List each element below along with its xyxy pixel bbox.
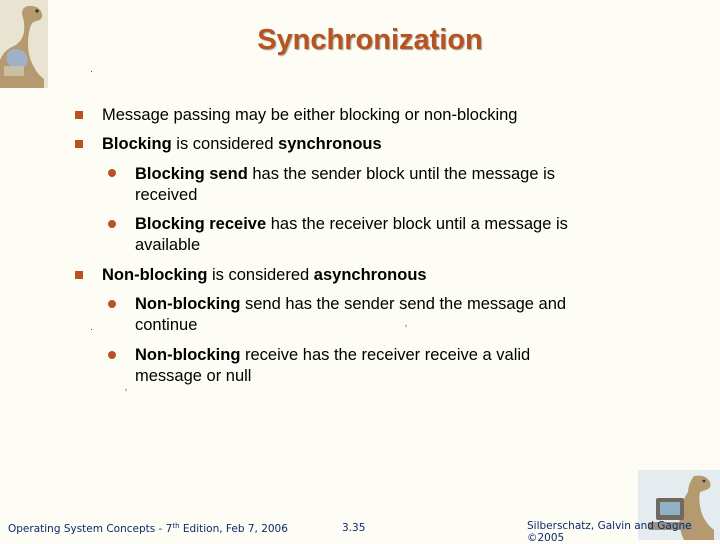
bullet-text: is considered [171,135,279,153]
footer-book-info [8,522,288,535]
round-bullet-icon [108,220,116,228]
bullet-text: has the sender block until the message is [247,165,556,183]
speck-mark: · [90,66,93,76]
bullet-text: receive has the receiver receive a valid [240,346,531,364]
bullet-text: send has the sender send the message and [240,295,567,313]
footer-text: Operating System Concepts - 7 [8,523,173,535]
bold-term: Non-blocking [102,266,208,284]
dinosaur-logo-icon [0,0,48,88]
round-bullet-icon [108,351,116,359]
bullet-text: available [135,236,201,254]
bullet-text: continue [135,316,198,334]
bold-term: asynchronous [313,266,427,284]
bullet-text: is considered [207,266,314,284]
bullet-blocking [102,134,382,155]
speck-mark: ʼ [405,324,407,334]
round-bullet-icon [108,300,116,308]
bold-term: Blocking send [135,165,248,183]
square-bullet-icon [75,271,83,279]
bold-term: Non-blocking [135,295,241,313]
square-bullet-icon [75,140,83,148]
slide-title: Synchronization [257,24,483,56]
bold-term: synchronous [278,135,382,153]
bullet-message-passing [102,105,517,126]
bullet-text: message or null [135,367,252,385]
subbullet-non-blocking-send [135,294,566,336]
bullet-text: Message passing may be either blocking or non-blocking [102,106,518,124]
footer-superscript: th [172,522,180,530]
subbullet-non-blocking-receive [135,345,530,387]
speck-mark: · [90,324,93,334]
page-number: 3.35 [342,522,366,534]
subbullet-blocking-receive [135,214,568,256]
subbullet-blocking-send [135,164,555,206]
bold-term: Non-blocking [135,346,241,364]
footer-text: Edition, Feb 7, 2006 [179,523,288,535]
bullet-text: has the receiver block until a message is [266,215,568,233]
square-bullet-icon [75,111,83,119]
bold-term: Blocking [102,135,172,153]
round-bullet-icon [108,169,116,177]
footer-copyright: Silberschatz, Galvin and Gagne ©2005 [527,520,692,544]
bullet-text: received [135,186,198,204]
bullet-non-blocking [102,265,427,286]
speck-mark: ʼ [125,388,127,398]
bold-term: Blocking receive [135,215,267,233]
